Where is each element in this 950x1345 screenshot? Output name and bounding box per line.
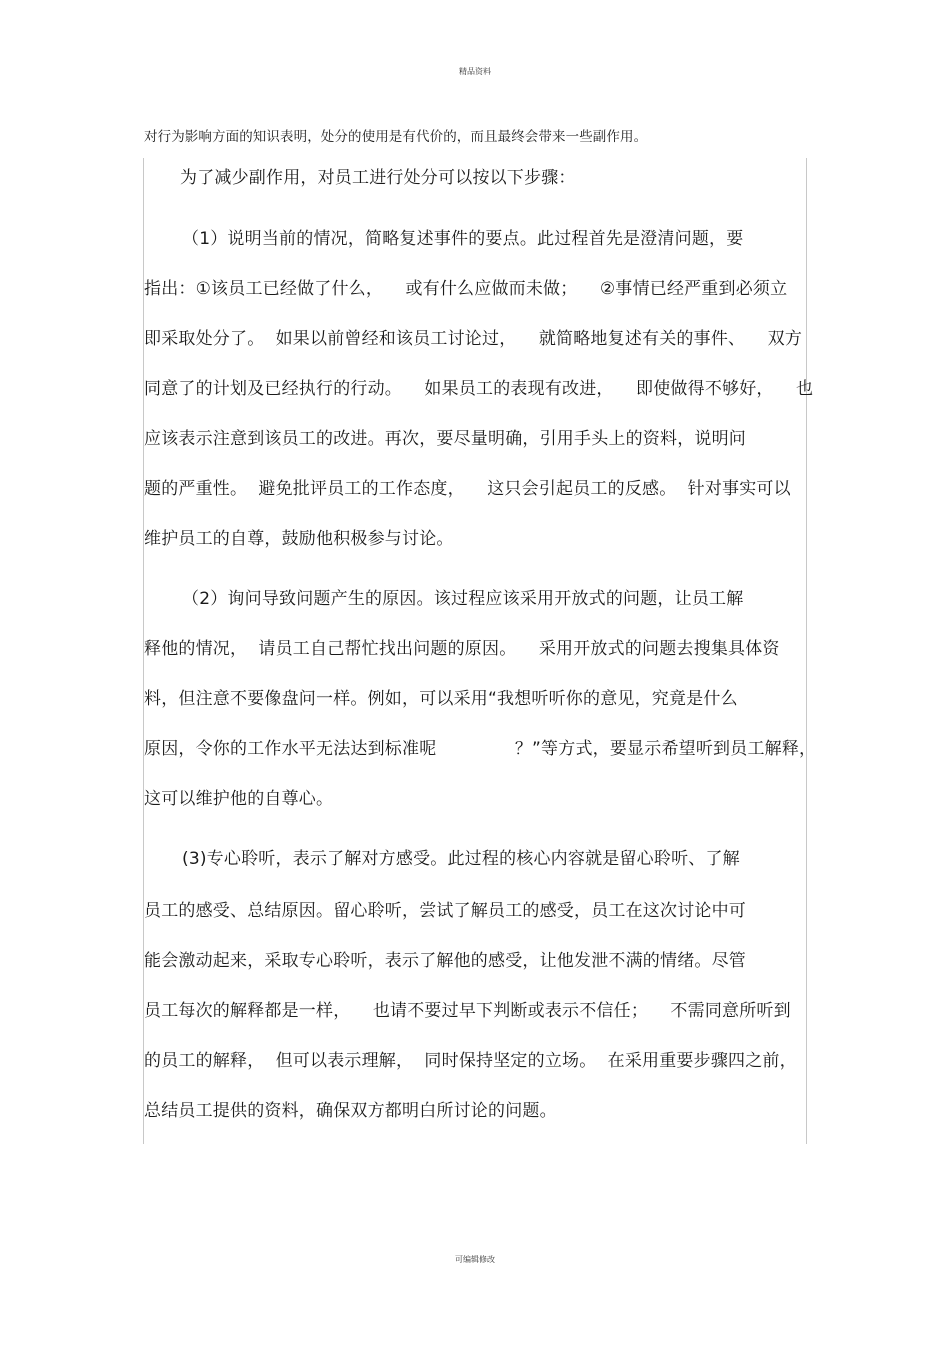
text-line: 员工每次的解释都是一样， 也请不要过早下判断或表示不信任； 不需同意所听到 [144, 1001, 791, 1021]
text-line: 的员工的解释， 但可以表示理解， 同时保持坚定的立场。 在采用重要步骤四之前， [144, 1051, 797, 1071]
text-line: 维护员工的自尊，鼓励他积极参与讨论。 [144, 529, 454, 549]
text-line: （2）询问导致问题产生的原因。该过程应该采用开放式的问题，让员工解 [182, 589, 744, 609]
text-line: 为了减少副作用，对员工进行处分可以按以下步骤： [180, 168, 576, 188]
text-line: 应该表示注意到该员工的改进。再次，要尽量明确，引用手头上的资料，说明问 [144, 429, 746, 449]
text-line: （1）说明当前的情况，简略复述事件的要点。此过程首先是澄清问题，要 [182, 229, 744, 249]
text-line: 题的严重性。 避免批评员工的工作态度， 这只会引起员工的反感。 针对事实可以 [144, 479, 791, 499]
text-line: 料，但注意不要像盘问一样。例如，可以采用“我想听听你的意见，究竟是什么 [144, 689, 738, 709]
text-line: (3)专心聆听，表示了解对方感受。此过程的核心内容就是留心聆听、了解 [182, 849, 740, 869]
header-note: 精品资料 [459, 67, 491, 76]
text-line: 总结员工提供的资料，确保双方都明白所讨论的问题。 [144, 1101, 557, 1121]
text-line: 这可以维护他的自尊心。 [144, 789, 334, 809]
footer-note: 可编辑修改 [455, 1255, 495, 1264]
text-line: 员工的感受、总结原因。留心聆听，尝试了解员工的感受，员工在这次讨论中可 [144, 901, 746, 921]
text-line: 释他的情况， 请员工自己帮忙找出问题的原因。 采用开放式的问题去搜集具体资 [144, 639, 780, 659]
content-frame-right-border [806, 158, 807, 1144]
text-line: 同意了的计划及已经执行的行动。 如果员工的表现有改进， 即使做得不够好， 也 [144, 379, 814, 399]
text-line: 即采取处分了。 如果以前曾经和该员工讨论过， 就简略地复述有关的事件、 双方 [144, 329, 803, 349]
text-line: 指出：①该员工已经做了什么， 或有什么应做而未做； ②事情已经严重到必须立 [144, 279, 788, 299]
text-line: 原因，令你的工作水平无法达到标准呢 ？”等方式，要显示希望听到员工解释， [144, 739, 817, 759]
text-line: 对行为影响方面的知识表明，处分的使用是有代价的，而且最终会带来一些副作用。 [144, 129, 648, 145]
text-line: 能会激动起来，采取专心聆听，表示了解他的感受，让他发泄不满的情绪。尽管 [144, 951, 746, 971]
